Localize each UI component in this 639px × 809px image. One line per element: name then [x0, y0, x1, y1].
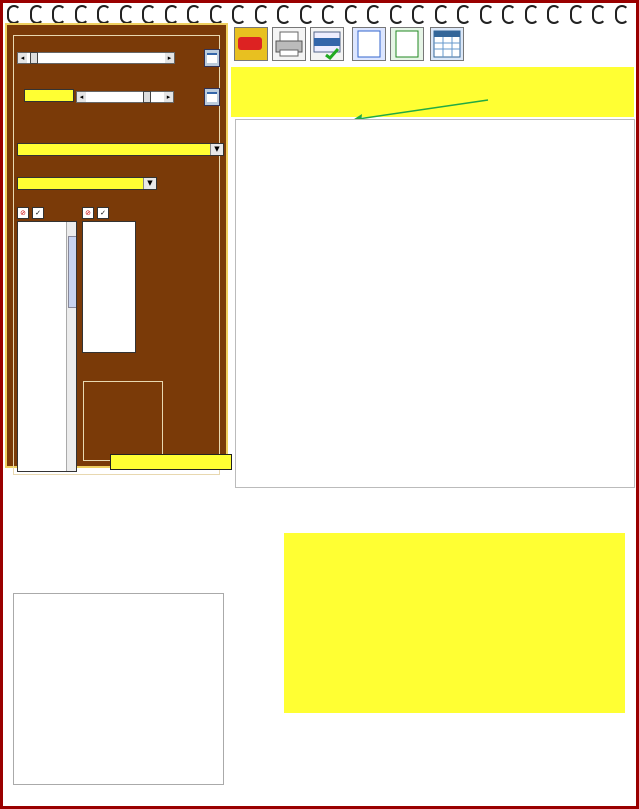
printer-icon	[273, 28, 305, 60]
spiral-ring	[255, 5, 269, 24]
html-export-button[interactable]	[310, 27, 344, 61]
spiral-binding	[7, 3, 637, 25]
legend-box	[13, 593, 224, 785]
spiral-ring	[592, 5, 606, 24]
select-all-numbers-icon[interactable]: ✓	[32, 207, 44, 219]
spiral-ring	[277, 5, 291, 24]
chevron-down-icon[interactable]: ▼	[143, 178, 156, 189]
forum-button[interactable]	[234, 27, 268, 61]
spiral-ring	[502, 5, 516, 24]
spiral-ring	[120, 5, 134, 24]
sorte-group	[83, 381, 163, 461]
legend-title	[14, 594, 223, 614]
spiral-ring	[525, 5, 539, 24]
excel-export-button[interactable]	[390, 27, 424, 61]
spiral-ring	[210, 5, 224, 24]
elabora-button[interactable]	[110, 454, 232, 470]
print-button[interactable]	[272, 27, 306, 61]
spiral-ring	[547, 5, 561, 24]
spiral-ring	[187, 5, 201, 24]
numbers-listbox[interactable]	[17, 221, 77, 472]
spiral-ring	[615, 5, 629, 24]
grid-view-icon	[431, 28, 463, 60]
spiral-ring	[142, 5, 156, 24]
analysis-type-select[interactable]	[17, 143, 224, 156]
html-export-icon	[311, 28, 343, 60]
spiral-ring	[570, 5, 584, 24]
range-input[interactable]	[24, 89, 74, 102]
grid-view-button[interactable]	[430, 27, 464, 61]
spiral-ring	[345, 5, 359, 24]
start-date-slider[interactable]	[17, 52, 175, 64]
scroll-thumb[interactable]	[68, 236, 77, 308]
month-select[interactable]	[17, 177, 157, 190]
calendar-icon[interactable]	[204, 88, 220, 106]
spiral-ring	[7, 5, 21, 24]
spiral-ring	[52, 5, 66, 24]
search-parameters-panel	[5, 23, 228, 468]
spiral-ring	[435, 5, 449, 24]
slider-left-arrow-icon[interactable]: ◂	[77, 92, 86, 102]
hot-triplets-note	[284, 533, 625, 713]
spiral-ring	[457, 5, 471, 24]
slider-thumb[interactable]	[30, 52, 38, 64]
forum-icon	[238, 37, 262, 50]
numbers-scrollbar[interactable]	[66, 222, 76, 471]
spiral-ring	[30, 5, 44, 24]
word-export-button[interactable]	[352, 27, 386, 61]
slider-left-arrow-icon[interactable]: ◂	[18, 53, 27, 63]
spiral-ring	[390, 5, 404, 24]
deselect-wheels-icon[interactable]: ⊘	[82, 207, 94, 219]
results-table	[235, 119, 635, 488]
wheels-listbox[interactable]	[82, 221, 136, 353]
calendar-icon[interactable]	[204, 49, 220, 67]
spiral-ring	[232, 5, 246, 24]
spiral-ring	[75, 5, 89, 24]
slider-thumb[interactable]	[143, 91, 151, 103]
select-all-wheels-icon[interactable]: ✓	[97, 207, 109, 219]
deselect-numbers-icon[interactable]: ⊘	[17, 207, 29, 219]
spiral-ring	[367, 5, 381, 24]
spiral-ring	[97, 5, 111, 24]
spiral-ring	[480, 5, 494, 24]
spiral-ring	[300, 5, 314, 24]
word-export-icon	[353, 28, 385, 60]
spiral-ring	[412, 5, 426, 24]
slider-right-arrow-icon[interactable]: ▸	[164, 92, 173, 102]
spiral-ring	[322, 5, 336, 24]
chevron-down-icon[interactable]: ▼	[210, 144, 223, 155]
slider-right-arrow-icon[interactable]: ▸	[165, 53, 174, 63]
spiral-ring	[165, 5, 179, 24]
end-date-slider[interactable]	[76, 91, 174, 103]
excel-export-icon	[391, 28, 423, 60]
toolbar	[234, 25, 472, 65]
